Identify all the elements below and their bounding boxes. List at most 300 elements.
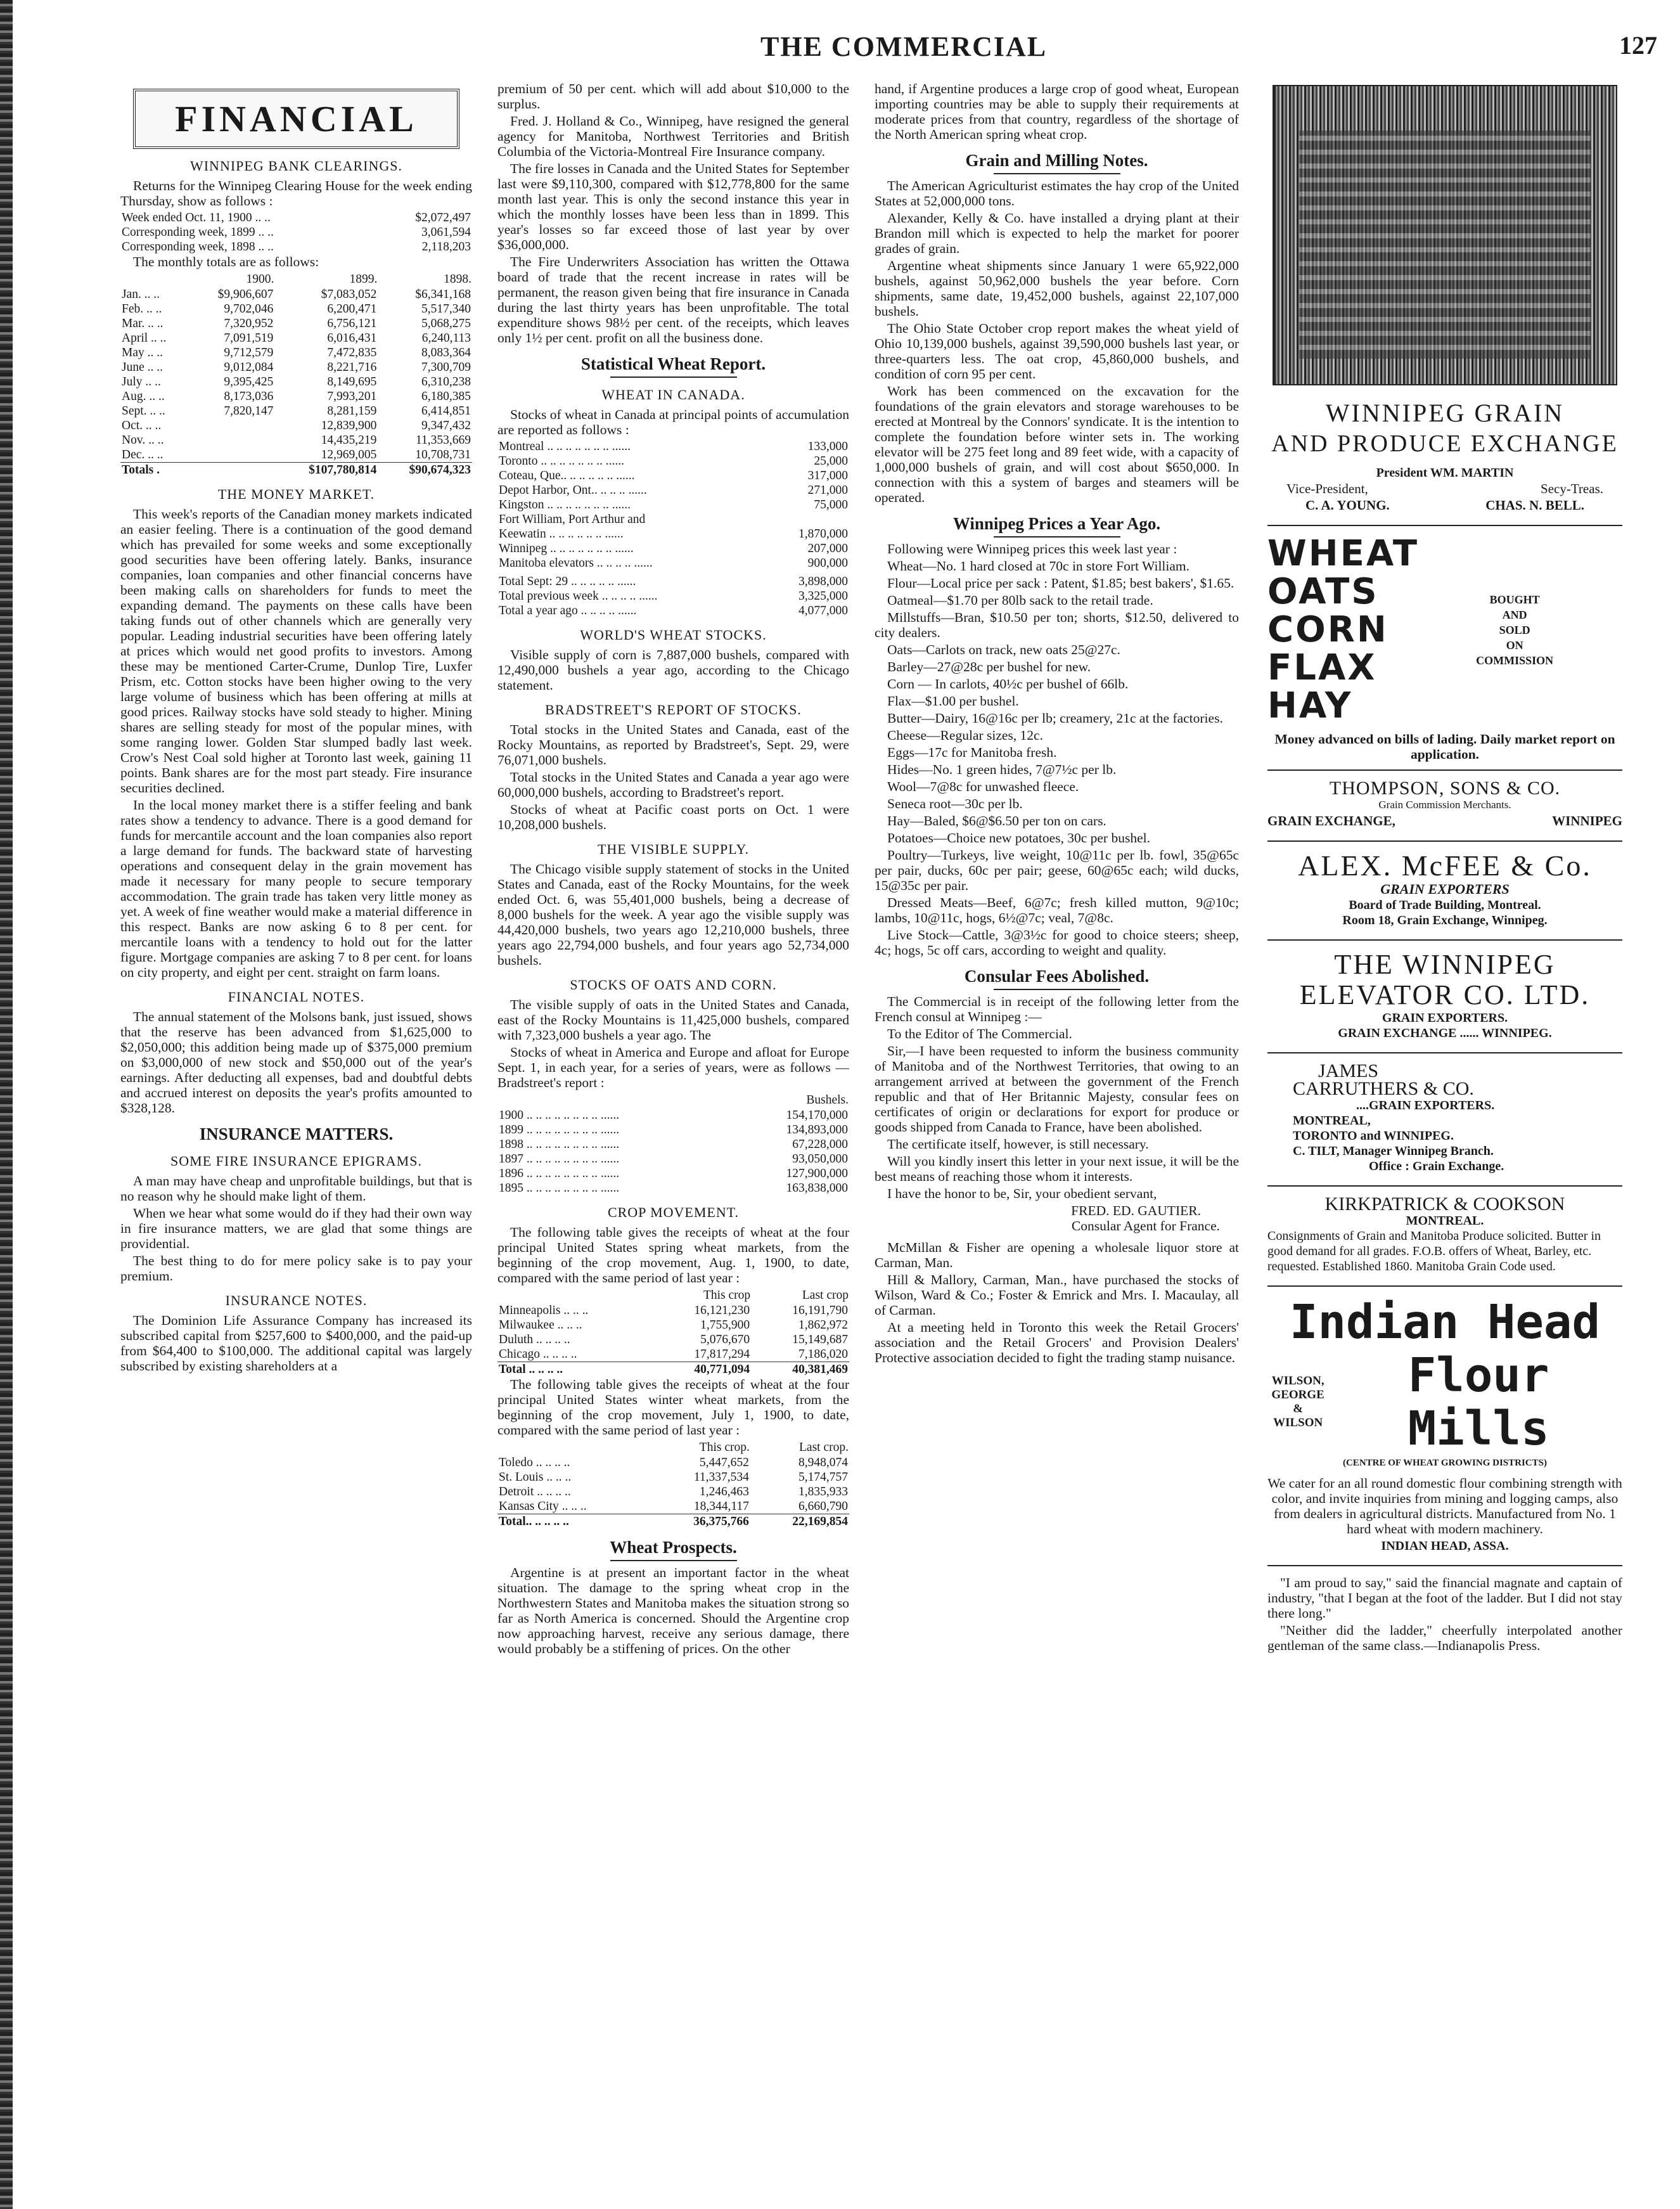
table-cell: 1898 .. .. .. .. .. .. .. .. ...... <box>499 1138 620 1151</box>
table-row <box>497 1499 849 1514</box>
grain-notes-heading: Grain and Milling Notes. <box>875 151 1239 174</box>
table-cell: St. Louis .. .. .. <box>499 1471 572 1484</box>
table-cell: Kingston .. .. .. .. .. .. .. ...... <box>499 498 631 512</box>
bradstreet-text-paragraph: Total stocks in the United States and Canada a year ago were 60,000,000 bushels, according to Bradstreet's report. <box>497 770 849 800</box>
consular-text-paragraph: To the Editor of The Commercial. <box>887 1026 1072 1041</box>
table-row <box>120 418 472 433</box>
table-cell: Toronto .. .. .. .. .. .. .. ...... <box>499 454 624 468</box>
table-cell: 7,300,709 <box>421 361 471 374</box>
financial-banner: FINANCIAL <box>133 89 459 149</box>
spring-wheat-table <box>497 1287 849 1377</box>
table-cell: $107,780,814 <box>274 463 378 478</box>
grain-notes-text-paragraph: Argentine wheat shipments since January 1 were 65,922,000 bushels, against 50,962,000 bushels the year before. Corn shipments, same date, 19,452,000 bushels, against 22,107,000 bushels. <box>875 258 1239 319</box>
table-cell: Corresponding week, 1899 .. .. <box>122 226 274 239</box>
wheat-in-canada-heading: WHEAT IN CANADA. <box>601 387 745 403</box>
table-cell: 10,708,731 <box>415 448 471 461</box>
table-total-row <box>497 1362 849 1377</box>
commission-word: AND <box>1502 609 1527 621</box>
table-cell: 15,149,687 <box>792 1333 848 1346</box>
page-binding-edge <box>0 0 13 2209</box>
table-cell: 317,000 <box>807 469 848 482</box>
epigram-text <box>120 1173 472 1284</box>
divider <box>1267 525 1622 526</box>
table-cell: 271,000 <box>807 484 848 497</box>
table-cell: 9,712,579 <box>224 346 274 359</box>
price-item-paragraph: Oats—Carlots on track, new oats 25@27c. <box>887 642 1120 657</box>
table-row <box>497 589 849 603</box>
proprietor-name: WILSON <box>1273 1416 1323 1429</box>
elevator-line1: THE WINNIPEG <box>1334 949 1556 980</box>
price-item-paragraph: Dressed Meats—Beef, 6@7c; fresh killed mutton, 9@10c; lambs, 10@11c, hogs, 6½@7c; veal, 7@8c. <box>875 895 1239 925</box>
commission-word: ON <box>1506 639 1523 652</box>
indian-head-title: Indian Head <box>1289 1295 1601 1349</box>
table-cell: 1899 .. .. .. .. .. .. .. .. ...... <box>499 1123 620 1137</box>
table-cell: Manitoba elevators .. .. .. .. ...... <box>499 557 653 570</box>
mcfee-ad <box>1267 851 1622 928</box>
consular-text-paragraph: Will you kindly insert this letter in your next issue, it will be the best means of reaching those whom it interests. <box>875 1154 1239 1184</box>
mcfee-sub: GRAIN EXPORTERS <box>1380 881 1510 897</box>
insurance-text <box>497 113 849 345</box>
table-cell: 93,050,000 <box>792 1152 848 1166</box>
table-row <box>497 454 849 468</box>
table-cell: $2,072,497 <box>415 211 471 224</box>
price-item <box>875 558 1239 958</box>
consular-text-paragraph: The Commercial is in receipt of the following letter from the French consul at Winnipeg :— <box>875 994 1239 1024</box>
price-item-paragraph: Seneca root—30c per lb. <box>887 796 1023 811</box>
table-total-row <box>120 463 472 478</box>
table-cell: 1899. <box>349 273 378 286</box>
price-item-paragraph: Hay—Baled, $6@$6.50 per ton on cars. <box>887 813 1106 828</box>
mcfee-line2: Room 18, Grain Exchange, Winnipeg. <box>1342 913 1548 927</box>
table-cell <box>189 448 274 463</box>
table-cell: 5,174,757 <box>798 1471 848 1484</box>
table-row <box>120 210 472 225</box>
bradstreet-text-paragraph: Total stocks in the United States and Canada, east of the Rocky Mountains, as reported by Bradstreet's, Sept. 29, were 76,071,000 bushels. <box>497 722 849 768</box>
table-cell: Kansas City .. .. .. <box>499 1500 587 1513</box>
table-row <box>497 1123 849 1137</box>
table-row <box>497 1108 849 1123</box>
table-cell: May .. .. <box>122 346 163 359</box>
table-cell: 7,320,952 <box>224 317 274 330</box>
thompson-left: GRAIN EXCHANGE, <box>1267 813 1395 828</box>
table-cell: Oct. .. .. <box>122 419 162 432</box>
table-row <box>497 1318 849 1332</box>
money-market-heading: THE MONEY MARKET. <box>217 486 375 502</box>
table-cell: 75,000 <box>814 498 848 512</box>
carruthers-city1: MONTREAL, <box>1293 1114 1371 1128</box>
secy-label: Secy-Treas. <box>1541 481 1603 496</box>
table-row <box>497 1152 849 1166</box>
table-row <box>120 448 472 463</box>
grain-notes-text-paragraph: Alexander, Kelly & Co. have installed a drying plant at their Brandon mill which is expected to help the market for poorer grades of grain. <box>875 210 1239 256</box>
table-cell: 127,900,000 <box>786 1167 848 1180</box>
divider <box>1267 840 1622 842</box>
insurance-heading: INSURANCE MATTERS. <box>199 1124 394 1143</box>
table-row <box>497 439 849 454</box>
table-cell: 7,091,519 <box>224 332 274 345</box>
table-row <box>497 574 849 589</box>
crop-movement-heading: CROP MOVEMENT. <box>607 1204 740 1220</box>
table-cell: 11,353,669 <box>415 434 471 447</box>
table-cell: Aug. .. .. <box>122 390 165 403</box>
insurance-text-paragraph: The fire losses in Canada and the United States for September last were $9,110,300, compared with $12,778,800 for the same month last year. This is only the second instance this year in which the monthly losses have been less than in 1899. This year's losses so far exceed those of last year by over $36,000,000. <box>497 161 849 252</box>
table-cell: 40,771,094 <box>653 1362 751 1377</box>
divider <box>1267 939 1622 941</box>
table-cell: 8,281,159 <box>327 404 377 418</box>
price-item-paragraph: Wool—7@8c for unwashed fleece. <box>887 779 1079 794</box>
table-cell: $90,674,323 <box>378 463 472 478</box>
table-cell: 6,310,238 <box>421 375 471 389</box>
vp-name: C. A. YOUNG. <box>1305 498 1390 513</box>
anecdote-text-paragraph: "I am proud to say," said the financial magnate and captain of industry, "that I began at the foot of the ladder. But I did not stay there long." <box>1267 1575 1622 1621</box>
misc-notes-text-paragraph: McMillan & Fisher are opening a wholesale liquor store at Carman, Man. <box>875 1240 1239 1270</box>
column-4 <box>1267 81 1622 2192</box>
wheat-in-canada-intro: Stocks of wheat in Canada at principal points of accumulation are reported as follows : <box>497 407 849 437</box>
column-2 <box>497 81 849 2192</box>
signature-role: Consular Agent for France. <box>1071 1218 1220 1233</box>
grain-notes-text-paragraph: The American Agriculturist estimates the hay crop of the United States at 52,000,000 tons. <box>875 178 1239 209</box>
table-cell <box>189 418 274 433</box>
epigrams-heading: SOME FIRE INSURANCE EPIGRAMS. <box>170 1153 422 1169</box>
table-cell: 2,118,203 <box>421 240 471 254</box>
price-item-paragraph: Millstuffs—Bran, $10.50 per ton; shorts, $12.50, delivered to city dealers. <box>875 610 1239 640</box>
kirkpatrick-text: Consignments of Grain and Manitoba Produce solicited. Butter in good demand for all grades. F.O.B. offers of Wheat, Barley, etc. requested. Established 1860. Manitoba Grain Code used. <box>1267 1229 1601 1273</box>
table-row <box>120 404 472 418</box>
table-cell: Jan. .. .. <box>122 288 160 301</box>
table-cell <box>120 271 189 287</box>
mcfee-name: ALEX. McFEE & Co. <box>1298 849 1592 882</box>
table-cell: 6,660,790 <box>798 1500 848 1513</box>
grain-commission-ad <box>1267 535 1622 725</box>
table-cell: Last crop <box>802 1289 849 1302</box>
table-row <box>497 1455 849 1470</box>
price-item-paragraph: Barley—27@28c per bushel for new. <box>887 659 1091 674</box>
divider <box>1267 770 1622 771</box>
consular-heading: Consular Fees Abolished. <box>875 967 1239 990</box>
table-cell <box>189 463 274 478</box>
table-cell: Chicago .. .. .. .. <box>499 1348 577 1361</box>
carruthers-manager: C. TILT, Manager Winnipeg Branch. <box>1293 1144 1494 1158</box>
table-cell: 1900 .. .. .. .. .. .. .. .. ...... <box>499 1109 620 1122</box>
table-cell: 7,820,147 <box>224 404 274 418</box>
table-cell: Minneapolis .. .. .. <box>499 1304 589 1317</box>
indian-head-addr: INDIAN HEAD, ASSA. <box>1381 1539 1509 1553</box>
grain-word-list <box>1267 535 1419 725</box>
table-row <box>497 1347 849 1362</box>
table-cell: 22,169,854 <box>750 1514 849 1530</box>
table-cell: 25,000 <box>814 454 848 468</box>
proprietor-name: GEORGE & <box>1271 1388 1324 1415</box>
thompson-name: THOMPSON, SONS & CO. <box>1329 778 1561 799</box>
table-cell: 9,012,084 <box>224 361 274 374</box>
table-cell: 8,221,716 <box>327 361 377 374</box>
table-cell: 6,414,851 <box>421 404 471 418</box>
grain-notes-text-paragraph: Work has been commenced on the excavation for the foundations of the grain elevators and storage warehouses to be erected at Montreal by the Connors' syndicate. It is the intention to complete the foundation before winter sets in. The working elevator will be 275 feet long and 89 feet wide, with a capacity of 1,000,000 bushels of grain, and will cost about $650,000. In connection with this a system of barges and steamers will be operated. <box>875 383 1239 505</box>
column-3 <box>875 81 1239 2192</box>
monthly-intro: The monthly totals are as follows: <box>133 254 319 269</box>
bradstreet-heading: BRADSTREET'S REPORT OF STOCKS. <box>545 702 802 718</box>
table-cell: Total.. .. .. .. .. <box>497 1514 651 1530</box>
table-cell <box>189 433 274 448</box>
table-row <box>497 1181 849 1195</box>
table-cell: 16,191,790 <box>792 1304 848 1317</box>
carruthers-ad <box>1267 1062 1622 1174</box>
table-cell: 207,000 <box>807 542 848 555</box>
oats-corn-text-paragraph: Stocks of wheat in America and Europe and afloat for Europe Sept. 1, in each year, for a series of years, were as follows — Bradstreet's report : <box>497 1045 849 1090</box>
table-cell: 6,200,471 <box>327 302 377 316</box>
insurance-notes-text: The Dominion Life Assurance Company has increased its subscribed capital from $257,600 to $400,000, and the paid-up from $64,400 to $100,000. The additional capital was largely subscribed by existing shareholders at a <box>120 1313 472 1374</box>
money-market-text-paragraph: This week's reports of the Canadian money markets indicated an easier feeling. There is a continuation of the good demand which has prevailed for some weeks and some exceptionally good securities have been offering lately. Banks, insurance companies, loan companies and other financial concerns have been making calls on shareholders for funds to meet the expanding demand. The payments on these calls have been taking funds out of other channels which are generally very popular. Leading industrial securities have been offering lately at prices which would net good profits to investors. Among these may be mentioned Carter-Crume, Dunlop Tire, Luxfer Prism, etc. Cotton stocks have been higher owing to the very large volume of business which has been offering at mills at good prices. Railway stocks have sold steady to higher. Mining shares are selling steady for most of the popular mines, with some ranging lower. Golden Star slumped badly last week. Crow's Nest Coal sold higher at Toronto last week, gaining 11 points. Bank shares are for the most part steady. Fire insurance securities declined. <box>120 506 472 795</box>
table-cell: Milwaukee .. .. .. <box>499 1318 582 1332</box>
table-cell: $9,906,607 <box>217 288 274 301</box>
table-cell: 1900. <box>246 273 274 286</box>
wheat-totals-table <box>497 574 849 618</box>
table-row <box>120 345 472 360</box>
table-cell: 154,170,000 <box>786 1109 848 1122</box>
table-cell: Dec. .. .. <box>122 448 164 461</box>
table-cell: Coteau, Que.. .. .. .. .. .. ...... <box>499 469 635 482</box>
epigram-text-paragraph: A man may have cheap and unprofitable buildings, but that is no reason why he should make light of them. <box>120 1173 472 1204</box>
price-item-paragraph: Wheat—No. 1 hard closed at 70c in store Fort William. <box>887 558 1189 574</box>
table-row <box>497 527 849 541</box>
carruthers-city2: TORONTO and WINNIPEG. <box>1293 1129 1454 1143</box>
misc-notes-text-paragraph: At a meeting held in Toronto this week the Retail Grocers' association and the Retail Grocers' and Provision Dealers' Protective association decided to fight the trading stamp nuisance. <box>875 1320 1239 1365</box>
table-cell: Toledo .. .. .. .. <box>499 1456 570 1469</box>
table-row <box>497 483 849 498</box>
insurance-notes-heading: INSURANCE NOTES. <box>225 1292 368 1308</box>
money-market-text-paragraph: In the local money market there is a stiffer feeling and bank rates show a tendency to advance. There is a good demand for funds for mercantile account and the loan companies also report a large demand for funds. The backward state of harvesting operations and consequent delay in the grain movement has made it necessary for many people to secure temporary accommodation. The grain trade has taken very little money as yet. A week of fine weather would make a material difference in this respect. Banks are now asking 6 to 8 per cent. for mercantile loans with a tendency to hold out for the latter figure. Mortgage companies are asking 7 to 8 per cent. for loans on city property, and eight per cent. straight on farm loans. <box>120 797 472 980</box>
table-cell: April .. .. <box>122 332 167 345</box>
table-cell: 40,381,469 <box>751 1362 849 1377</box>
table-header-row <box>497 1287 849 1303</box>
anecdote-text <box>1267 1575 1622 1653</box>
table-cell: Depot Harbor, Ont.. .. .. .. ...... <box>499 484 647 497</box>
price-item-paragraph: Flax—$1.00 per bushel. <box>887 693 1019 709</box>
wheat-prospects-heading: Wheat Prospects. <box>497 1538 849 1561</box>
table-cell: 1,870,000 <box>798 527 848 541</box>
table-row <box>497 1137 849 1152</box>
table-cell: 5,068,275 <box>421 317 471 330</box>
table-cell: 1,755,900 <box>700 1318 750 1332</box>
table-cell: 17,817,294 <box>694 1348 750 1361</box>
table-cell: 18,344,117 <box>693 1500 749 1513</box>
price-item-paragraph: Potatoes—Choice new potatoes, 30c per bushel. <box>887 830 1150 846</box>
table-cell: Feb. .. .. <box>122 302 162 316</box>
crop-movement-text-2: The following table gives the receipts of wheat at the four principal United States winter wheat markets, from the beginning of the crop movement, July 1, 1900, to date, compared with the same period of last year : <box>497 1377 849 1438</box>
table-row <box>497 1484 849 1499</box>
table-cell: This crop <box>703 1289 751 1302</box>
table-cell: 6,240,113 <box>421 332 471 345</box>
commission-word: SOLD <box>1499 624 1530 636</box>
table-header-row <box>497 1439 849 1455</box>
table-cell: June .. .. <box>122 361 163 374</box>
table-cell: 8,083,364 <box>421 346 471 359</box>
vp-label: Vice-President, <box>1286 481 1368 496</box>
elevator-ad <box>1267 950 1622 1041</box>
table-cell: 6,016,431 <box>327 332 377 345</box>
price-item-paragraph: Poultry—Turkeys, live weight, 10@11c per lb. fowl, 35@65c per pair, ducks, 60c per pair; geese, 60@65c each; wild ducks, 15@35c per pair. <box>875 847 1239 893</box>
price-item-paragraph: Oatmeal—$1.70 per 80lb sack to the retail trade. <box>887 593 1153 608</box>
kirkpatrick-city: MONTREAL. <box>1406 1214 1484 1228</box>
elevator-line2: ELEVATOR CO. LTD. <box>1299 979 1591 1010</box>
indian-head-tag: (CENTRE OF WHEAT GROWING DISTRICTS) <box>1342 1458 1547 1468</box>
misc-notes-text-paragraph: Hill & Mallory, Carman, Man., have purchased the stocks of Wilson, Ward & Co.; Foster & Emrick and Mrs. I. Macaulay, all of Carman. <box>875 1272 1239 1318</box>
table-row <box>497 603 849 618</box>
table-cell: Winnipeg .. .. .. .. .. .. .. ...... <box>499 542 634 555</box>
grains-note: Money advanced on bills of lading. Daily market report on application. <box>1274 731 1615 762</box>
table-cell: Fort William, Port Arthur and <box>499 513 646 526</box>
table-cell: 6,180,385 <box>421 390 471 403</box>
table-row <box>120 375 472 389</box>
table-cell: Mar. .. .. <box>122 317 164 330</box>
commission-word-list <box>1476 592 1553 668</box>
table-cell: 9,347,432 <box>421 419 471 432</box>
price-item-paragraph: Eggs—17c for Manitoba fresh. <box>887 745 1057 760</box>
price-item-paragraph: Flour—Local price per sack : Patent, $1.85; best bakers', $1.65. <box>887 576 1234 591</box>
table-row <box>120 360 472 375</box>
crop-movement-text: The following table gives the receipts of wheat at the four principal United States spring wheat markets, from the beginning of the crop movement, Aug. 1, 1900, to date, compared with the same period of last year : <box>497 1225 849 1285</box>
carruthers-sub: ....GRAIN EXPORTERS. <box>1356 1098 1495 1112</box>
table-cell: 7,472,835 <box>327 346 377 359</box>
worlds-stocks-text: Visible supply of corn is 7,887,000 bushels, compared with 12,490,000 bushels a year ago, according to the Chicago statement. <box>497 647 849 693</box>
table-row <box>120 433 472 448</box>
proprietor-name-list <box>1267 1374 1328 1430</box>
thompson-ad <box>1267 780 1622 829</box>
table-cell: 7,993,201 <box>327 390 377 403</box>
thompson-right: WINNIPEG <box>1552 813 1622 828</box>
table-cell: 1898. <box>444 273 471 286</box>
bradstreet-text <box>497 722 849 832</box>
table-cell: Detroit .. .. .. .. <box>499 1485 571 1498</box>
epigram-text-paragraph: When we hear what some would do if they had their own way in fire insurance matters, we are glad that some things are providential. <box>120 1206 472 1251</box>
grain-notes-text <box>875 178 1239 505</box>
divider <box>1267 1185 1622 1187</box>
table-cell: Total a year ago .. .. .. .. ...... <box>499 604 637 617</box>
prices-intro: Following were Winnipeg prices this week last year : <box>887 541 1177 557</box>
table-cell: Totals . <box>120 463 189 478</box>
price-item-paragraph: Hides—No. 1 green hides, 7@7½c per lb. <box>887 762 1117 777</box>
table-cell <box>497 1287 653 1303</box>
table-cell: 7,186,020 <box>798 1348 848 1361</box>
mcfee-line1: Board of Trade Building, Montreal. <box>1349 898 1541 912</box>
table-cell: 4,077,000 <box>798 604 848 617</box>
elevator-addr: GRAIN EXCHANGE ...... WINNIPEG. <box>1338 1026 1552 1040</box>
price-item-paragraph: Live Stock—Cattle, 3@3½c for good to choice steers; sheep, 4c; hogs, 5c off cars, according to weight and quality. <box>875 927 1239 958</box>
table-cell: 5,447,652 <box>699 1456 749 1469</box>
financial-notes-text: The annual statement of the Molsons bank, just issued, shows that the reserve has been advanced from $1,625,000 to $2,050,000; this addition being made up of $375,000 premium on $3,000,000 of new stock and $50,000 out of the year's earnings. After deducting all expenses, bad and doubtful debts and accrued interest on deposits the year's profits amounted to $328,128. <box>120 1009 472 1116</box>
oats-corn-text <box>497 997 849 1090</box>
consular-text-paragraph: I have the honor to be, Sir, your obedient servant, <box>887 1186 1157 1201</box>
wheat-prospects-text: Argentine is at present an important factor in the wheat situation. The damage to the spring wheat crop in the Northwestern States and Manitoba makes the situation strong so far as North America is concerned. Should the Argentine crop now approaching harvest, receive any serious damage, there would probably be a stiffening of prices. On the other <box>497 1565 849 1656</box>
visible-supply-text: The Chicago visible supply statement of stocks in the United States and Canada, east of the Rocky Mountains, for the week ended Oct. 6, was 55,401,000 bushels, being a decrease of 8,000 bushels for the week. A year ago the visible supply was 44,420,000 bushels, two years ago 12,210,000 bushels, three years ago 22,794,000 bushels, and four years ago 52,734,000 bushels. <box>497 861 849 968</box>
price-item-paragraph: Butter—Dairy, 16@16c per lb; creamery, 21c at the factories. <box>887 711 1223 726</box>
table-cell: Sept. .. .. <box>122 404 165 418</box>
table-header-row <box>120 271 472 287</box>
table-row <box>497 498 849 512</box>
exchange-ad <box>1267 398 1622 513</box>
consular-text-paragraph: The certificate itself, however, is still necessary. <box>887 1137 1149 1152</box>
table-cell: 11,337,534 <box>693 1471 749 1484</box>
divider <box>1267 1565 1622 1566</box>
table-cell: This crop. <box>699 1441 750 1454</box>
table-cell: Week ended Oct. 11, 1900 .. .. <box>122 211 271 224</box>
exchange-title-1: WINNIPEG GRAIN <box>1325 399 1565 427</box>
table-cell <box>497 1439 651 1455</box>
table-row <box>120 316 472 331</box>
winter-wheat-table <box>497 1439 849 1529</box>
insurance-text-paragraph: Fred. J. Holland & Co., Winnipeg, have resigned the general agency for Manitoba, Northwest Territories and British Columbia of the Victoria-Montreal Fire Insurance company. <box>497 113 849 159</box>
grain-word: OATS <box>1267 571 1379 612</box>
table-cell: 133,000 <box>807 440 848 453</box>
table-cell: 8,173,036 <box>224 390 274 403</box>
table-row <box>497 556 849 570</box>
wheat-in-canada-table <box>497 439 849 570</box>
table-cell: Last crop. <box>799 1441 849 1454</box>
table-cell: 1,835,933 <box>798 1485 848 1498</box>
price-item-paragraph: Cheese—Regular sizes, 12c. <box>887 728 1043 743</box>
grain-word: HAY <box>1267 685 1353 726</box>
worlds-stocks-heading: WORLD'S WHEAT STOCKS. <box>580 627 767 643</box>
table-cell: 1897 .. .. .. .. .. .. .. .. ...... <box>499 1152 620 1166</box>
commission-word: BOUGHT <box>1489 593 1540 606</box>
table-row <box>497 1332 849 1347</box>
visible-supply-heading: THE VISIBLE SUPPLY. <box>597 841 750 857</box>
table-cell: Total previous week .. .. .. .. ...... <box>499 589 658 603</box>
table-row <box>497 541 849 556</box>
grain-word: CORN <box>1267 609 1388 650</box>
money-market-text <box>120 506 472 980</box>
financial-notes-heading: FINANCIAL NOTES. <box>228 989 365 1005</box>
table-cell: 163,838,000 <box>786 1182 848 1195</box>
table-row <box>120 389 472 404</box>
table-cell: 8,149,695 <box>327 375 377 389</box>
table-cell: 3,898,000 <box>798 575 848 588</box>
proprietor-name: WILSON, <box>1271 1374 1324 1388</box>
table-cell: 9,702,046 <box>224 302 274 316</box>
table-cell: 1896 .. .. .. .. .. .. .. .. ...... <box>499 1167 620 1180</box>
table-cell: 900,000 <box>807 557 848 570</box>
europe-stocks-table: Bushels. 1900 .. .. .. .. .. .. .. .. ...... 154,170,000 1899 .. .. .. .. .. .. .. .. ...... 134,893,000 1898 .. .. .. .. .. .. .. .. ...... 67,228,000 1897 .. .. .. .. .. .. .. .. ...... 93,050,000 1896 .. .. .. .. .. .. .. .. ...... 127,900,000 1895 .. .. .. .. .. .. .. .. ...... 163,838,000 <box>499 1093 849 1195</box>
table-cell: $6,341,168 <box>415 288 471 301</box>
table-cell: 36,375,766 <box>651 1514 750 1530</box>
bradstreet-text-paragraph: Stocks of wheat at Pacific coast ports on Oct. 1 were 10,208,000 bushels. <box>497 802 849 832</box>
oats-corn-heading: STOCKS OF OATS AND CORN. <box>570 977 777 993</box>
secy-name: CHAS. N. BELL. <box>1485 498 1584 513</box>
consular-text-paragraph: Sir,—I have been requested to inform the business community of Manitoba and of the Northwest Territories, that owing to an arrangement arrived at between the government of the French republic and that of Her Britannic Majesty, consular fees on certificates of origin or declarations for export for produce or goods shipped from Canada to France, have been abolished. <box>875 1043 1239 1135</box>
anecdote-text-paragraph: "Neither did the ladder," cheerfully interpolated another gentleman of the same class.—Indianapolis Press. <box>1267 1623 1622 1653</box>
page-number: 127 <box>1619 31 1657 60</box>
grain-word: WHEAT <box>1267 533 1420 574</box>
table-cell: Keewatin .. .. .. .. .. .. ...... <box>499 527 624 541</box>
table-cell: July .. .. <box>122 375 161 389</box>
prices-heading: Winnipeg Prices a Year Ago. <box>875 514 1239 538</box>
table-row <box>497 512 849 527</box>
table-cell: 3,325,000 <box>798 589 848 603</box>
divider <box>1267 1285 1622 1287</box>
elevator-sub: GRAIN EXPORTERS. <box>1382 1011 1508 1025</box>
insurance-text-paragraph: The Fire Underwriters Association has written the Ottawa board of trade that the recent increase in rates will be permanent, the reason given being that fire insurance in Canada during the last thirty years has been unprofitable. The total expenditure shows 98½ per cent. of the receipts, which leaves only 1½ per cent. profit on all the business done. <box>497 254 849 345</box>
consular-text <box>875 994 1239 1201</box>
table-cell: 1895 .. .. .. .. .. .. .. .. ...... <box>499 1182 620 1195</box>
indian-head-ad <box>1267 1296 1622 1554</box>
table-row <box>120 331 472 345</box>
grain-word: FLAX <box>1267 647 1377 688</box>
continued-text: hand, if Argentine produces a large crop of good wheat, European importing countries may be able to supply their requirements at moderate prices from that country, regardless of the shortage of the North American spring wheat crop. <box>875 81 1239 142</box>
table-cell: Montreal .. .. .. .. .. .. .. ...... <box>499 440 631 453</box>
table-row <box>120 287 472 302</box>
carruthers-line1: JAMES <box>1318 1060 1379 1081</box>
week-table <box>120 210 472 254</box>
